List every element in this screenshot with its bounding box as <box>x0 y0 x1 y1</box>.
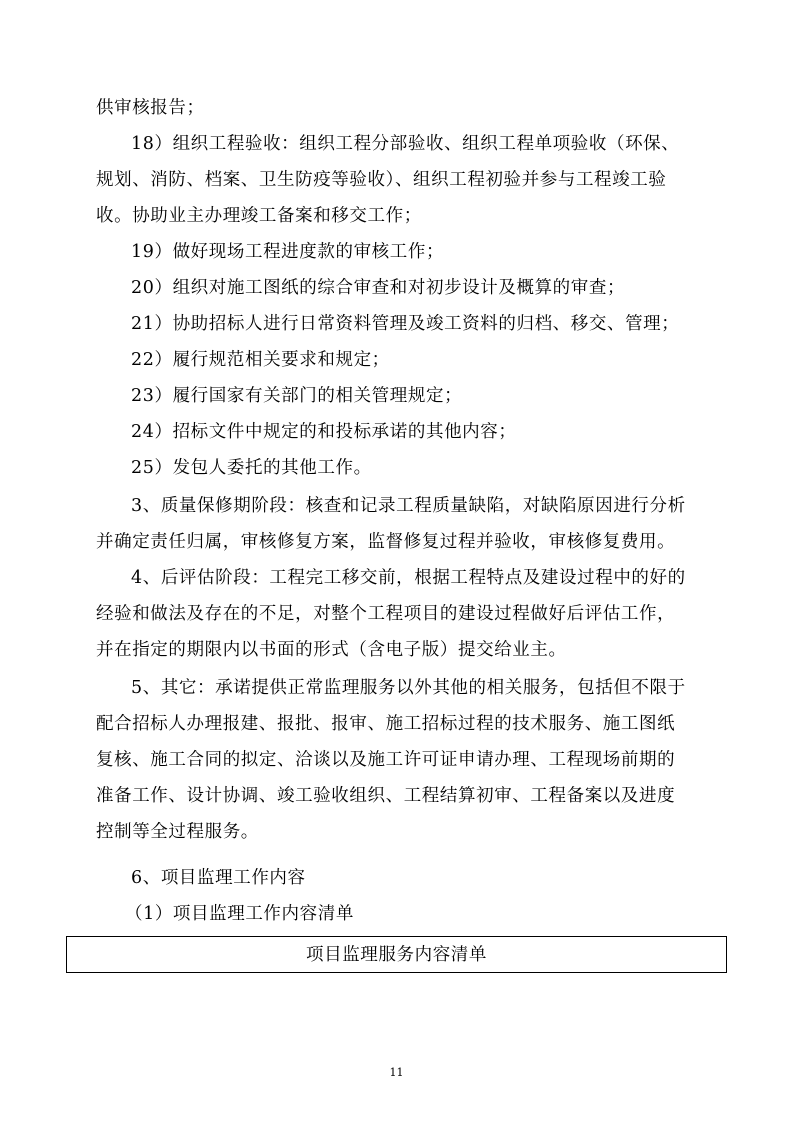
paragraph-line: 21）协助招标人进行日常资料管理及竣工资料的归档、移交、管理； <box>131 314 680 334</box>
paragraph-line: 25）发包人委托的其他工作。 <box>131 458 372 478</box>
service-list-table <box>66 936 727 973</box>
section-heading: 6、项目监理工作内容 <box>131 868 306 888</box>
paragraph-line: 20）组织对施工图纸的综合审查和对初步设计及概算的审查； <box>131 278 626 298</box>
paragraph-line: 复核、施工合同的拟定、洽谈以及施工许可证申请办理、工程现场前期的 <box>96 750 676 770</box>
subsection-heading: （1）项目监理工作内容清单 <box>125 904 354 924</box>
paragraph-line: 22）履行规范相关要求和规定； <box>131 350 390 370</box>
paragraph-line: 18）组织工程验收：组织工程分部验收、组织工程单项验收（环保、 <box>131 134 680 154</box>
paragraph-line: 4、后评估阶段：工程完工移交前，根据工程特点及建设过程中的好的 <box>131 568 686 588</box>
paragraph-line: 收。协助业主办理竣工备案和移交工作； <box>96 206 422 226</box>
paragraph-line: 24）招标文件中规定的和投标承诺的其他内容； <box>131 422 517 442</box>
paragraph-line: 准备工作、设计协调、竣工验收组织、工程结算初审、工程备案以及进度 <box>96 786 676 806</box>
paragraph-line: 经验和做法及存在的不足，对整个工程项目的建设过程做好后评估工作， <box>96 604 676 624</box>
paragraph-line: 并在指定的期限内以书面的形式（含电子版）提交给业主。 <box>96 640 567 660</box>
table-header-cell: 项目监理服务内容清单 <box>306 945 487 965</box>
paragraph-line: 19）做好现场工程进度款的审核工作； <box>131 242 445 262</box>
paragraph-line: 23）履行国家有关部门的相关管理规定； <box>131 386 463 406</box>
paragraph-line: 5、其它：承诺提供正常监理服务以外其他的相关服务，包括但不限于 <box>131 678 686 698</box>
paragraph-line: 并确定责任归属，审核修复方案，监督修复过程并验收，审核修复费用。 <box>96 532 676 552</box>
paragraph-line: 3、质量保修期阶段：核查和记录工程质量缺陷，对缺陷原因进行分析 <box>131 496 686 516</box>
paragraph-line: 控制等全过程服务。 <box>96 822 259 842</box>
paragraph-line: 配合招标人办理报建、报批、报审、施工招标过程的技术服务、施工图纸 <box>96 714 676 734</box>
paragraph-line: 规划、消防、档案、卫生防疫等验收）、组织工程初验并参与工程竣工验 <box>96 170 667 190</box>
paragraph-line: 供审核报告； <box>96 98 205 118</box>
page-number: 11 <box>389 1066 404 1079</box>
